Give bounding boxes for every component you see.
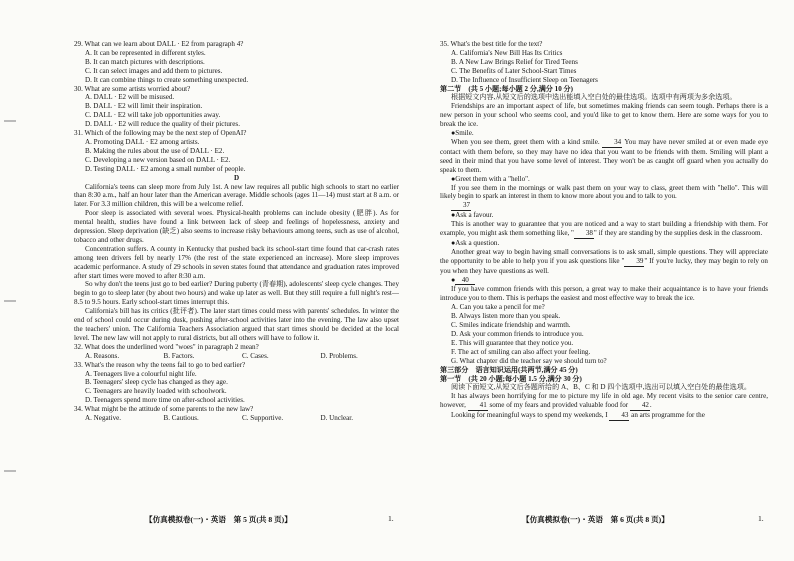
text-segment: It has always been horrifying for me to picture my life in old age. My recent visits to the senior care centre, however, [440,392,768,410]
answer-option: A. Negative. [85,414,122,423]
text-line: A. Can you take a pencil for me? [451,303,545,312]
text-line: B. A New Law Brings Relief for Tired Teens [451,57,578,66]
text-line: A. It can be represented in different styles. [85,48,206,57]
text-line: 32. What does the underlined word "woes" in paragraph 2 mean? [74,342,259,351]
text-line: D. The Influence of Insufficient Sleep on Teenagers [451,75,598,84]
answer-option: A. Reasons. [85,351,120,360]
text-line [440,392,768,411]
text-line [440,276,768,286]
text-line: C. Developing a new version based on DALL · E2. [85,155,231,164]
text-line: 29. What can we learn about DALL · E2 from paragraph 4? [74,40,244,48]
text-line: 第一节 (共 20 小题;每小题 1.5 分,满分 30 分) [440,374,582,383]
answer-blank: 34 [602,138,622,148]
text-segment: " If you're lucky, they may begin to rely on you when they have questions as well. [440,256,768,275]
text-line: D. Teenagers spend more time on after-school activities. [85,396,245,405]
left-footer: 【仿真模拟卷(一)・英语 第 5 页(共 8 页)】 [145,515,292,524]
text-line: B. DALL · E2 will limit their inspiration. [85,102,203,111]
text-segment: Another great way to begin having small conversations is to ask small, simple questions. They will appreciate the opportunity to be able to help you if you ask questions like " [440,247,768,265]
answer-blank: 42 [630,401,650,411]
binding-mark [4,470,16,472]
binding-mark [4,120,16,122]
text-segment: Looking for meaningful ways to spend my weekends, I [451,411,610,420]
text-line: If you have common friends with this person, a great way to make their acquaintance is to have your friends introduce you to them. This is perhaps the easiest and most effective way to break the ice. [440,285,768,303]
text-segment: an arts programme for the [629,411,705,420]
text-line: B. Teenagers' sleep cycle has changed as they age. [85,378,228,387]
text-line: ●Greet them with a "hello". [451,174,530,183]
text-segment: When you see them, greet them with a kind smile. [451,137,603,146]
answer-blank: 41 [468,401,488,411]
answer-blank: 38 [574,229,594,239]
text-line: So why don't the teens just go to bed earlier? During puberty (青春期), adolescents' sleep cycle changes. They begin to go to sleep later (by about two hours) and wake up later as well. But they still require a full night's rest—8.5 to 9.5 hours. Early school-start times interrupt this. [74,280,399,307]
text-line: California's bill has its critics (批评者). The later start times could mess with parents' schedules. In winter the end of school could occur during dusk, pushing after-school activities later into the evening. The law also upset the teachers' union. The California Teachers Association argued that start times should be decided at the local level. The new law will not apply to rural districts, but all others will have to follow it. [74,307,399,342]
text-line: A. Teenagers live a colourful night life. [85,369,197,378]
text-line: Concentration suffers. A county in Kentucky that pushed back its school-start time found that car-crash rates among teen drivers fell by nearly 17% (the rest of the state experienced an increase). More sleep improves academic performance. A study of 29 schools in seven states found that attendance and graduation rates improved after start times were moved to after 8:30 a.m. [74,244,399,280]
answer-options [74,414,399,423]
text-line: 第二节 (共 5 小题;每小题 2 分,满分 10 分) [440,84,573,93]
answer-blank: 37 [451,201,471,211]
answer-option: C. Supportive. [242,414,284,423]
answer-options [74,352,399,361]
text-line: 30. What are some artists worried about? [74,84,191,93]
text-line: 31. Which of the following may be the next step of OpenAI? [74,129,247,138]
text-line [440,201,768,211]
text-line: A. California's New Bill Has Its Critics [451,48,563,57]
text-line: A. DALL · E2 will be misused. [85,93,175,102]
text-segment: This is another way to guarantee that you are noticed and a way to start building a friendship with them. For example, you might ask them something like, " [440,220,768,238]
left-page-number: 1. [388,514,394,523]
text-line: Poor sleep is associated with several woes. Physical-health problems can include obesity (肥胖). As for mental health, studies have found a link between lack of sleep and feelings of hopelessness, anxiety and depression. Sleep deprivation (缺乏) also seems to increase risky behaviours among teens, such as use of alcohol, tobacco and other drugs. [74,209,399,244]
text-line: C. DALL · E2 will take job opportunities away. [85,111,221,120]
right-page-number: 1. [758,514,764,523]
text-line: ●Ask a favour. [451,211,494,220]
text-line: D. DALL · E2 will reduce the quality of their pictures. [85,120,240,129]
text-line: D [233,173,240,182]
answer-option: D. Unclear. [320,414,353,423]
text-line: B. It can match pictures with descriptions. [85,57,205,66]
text-segment: ● [451,275,456,284]
text-line: California's teens can sleep more from July 1st. A new law requires all public high schools to start no earlier than 8:30 a.m., half an hour later than the American average. Middle schools (ages 11—14) must start at 8 a.m. or later. For 3.3 million children, this will be a welcome relief. [74,182,399,209]
text-line: B. Always listen more than you speak. [451,312,561,321]
answer-option: C. Cases. [242,351,269,360]
answer-option: B. Cautious. [163,414,199,423]
left-column [74,40,399,423]
text-line: ●Smile. [451,129,474,138]
text-line [440,248,768,276]
text-line [440,220,768,239]
text-line: 33. What's the reason why the teens fail to go to bed earlier? [74,360,246,369]
text-segment: some of my fears and provided valuable food for [487,401,630,410]
text-line [440,411,768,421]
text-line: ●Ask a question. [451,238,500,247]
text-line: 第三部分 语言知识运用(共两节,满分 45 分) [440,365,578,374]
text-line: G. What chapter did the teacher say we should turn to? [451,356,607,365]
text-line [440,138,768,175]
text-line: D. It can combine things to create something unexpected. [85,75,249,84]
answer-option: D. Problems. [320,351,358,360]
text-line: 34. What might be the attitude of some parents to the new law? [74,405,254,414]
answer-blank: 40 [455,276,475,286]
right-column [440,40,768,421]
text-line: 35. What's the best title for the text? [440,40,543,48]
text-line: B. Making the rules about the use of DALL · E2. [85,146,225,155]
text-segment: . [649,401,652,410]
text-line: 阅读下面短文,从短文后各题所给的 A、B、C 和 D 四个选项中,选出可以填入空白处的最佳选项。 [451,383,751,392]
text-line: E. This will guarantee that they notice you. [451,338,574,347]
text-line: C. It can select images and add them to pictures. [85,66,223,75]
text-line: C. The Benefits of Later School-Start Times [451,66,577,75]
binding-mark [4,300,16,302]
text-line: A. Promoting DALL · E2 among artists. [85,137,200,146]
text-line: D. Ask your common friends to introduce you. [451,330,584,338]
right-footer: 【仿真模拟卷(一)・英语 第 6 页(共 8 页)】 [522,515,669,524]
text-segment: " if they are standing by the supplies desk in the classroom. [593,229,763,238]
text-line: C. Smiles indicate friendship and warmth. [451,321,571,330]
text-line: C. Teenagers are heavily loaded with schoolwork. [85,387,227,396]
text-line: F. The act of smiling can also affect your feeling. [451,347,591,356]
text-line: D. Testing DALL · E2 among a small number of people. [85,164,246,173]
text-line: If you see them in the mornings or walk past them on your way to class, greet them with "hello". This will likely begin to spark an interest in them to know more about you and to talk to you. [440,183,768,201]
text-segment: You may have never smiled at or even made eye contact with them before, so they may have no idea that you want to be friends with them. Smiling will plant a seed in their mind that you have some level of interest. They won't be as caught off guard when you actually do speak to them. [440,137,769,174]
answer-option: B. Factors. [163,351,195,360]
answer-blank: 39 [624,257,644,267]
text-line: Friendships are an important aspect of life, but sometimes making friends can seem tough. Perhaps there is a new person in your school who seems cool, and you'd like to get to know them. Here are some ways for you to break the ice. [440,102,768,129]
text-line: 根据短文内容,从短文后的选项中选出能填入空白处的最佳选项。选项中有两项为多余选项。 [451,93,737,102]
answer-blank: 43 [609,411,629,421]
